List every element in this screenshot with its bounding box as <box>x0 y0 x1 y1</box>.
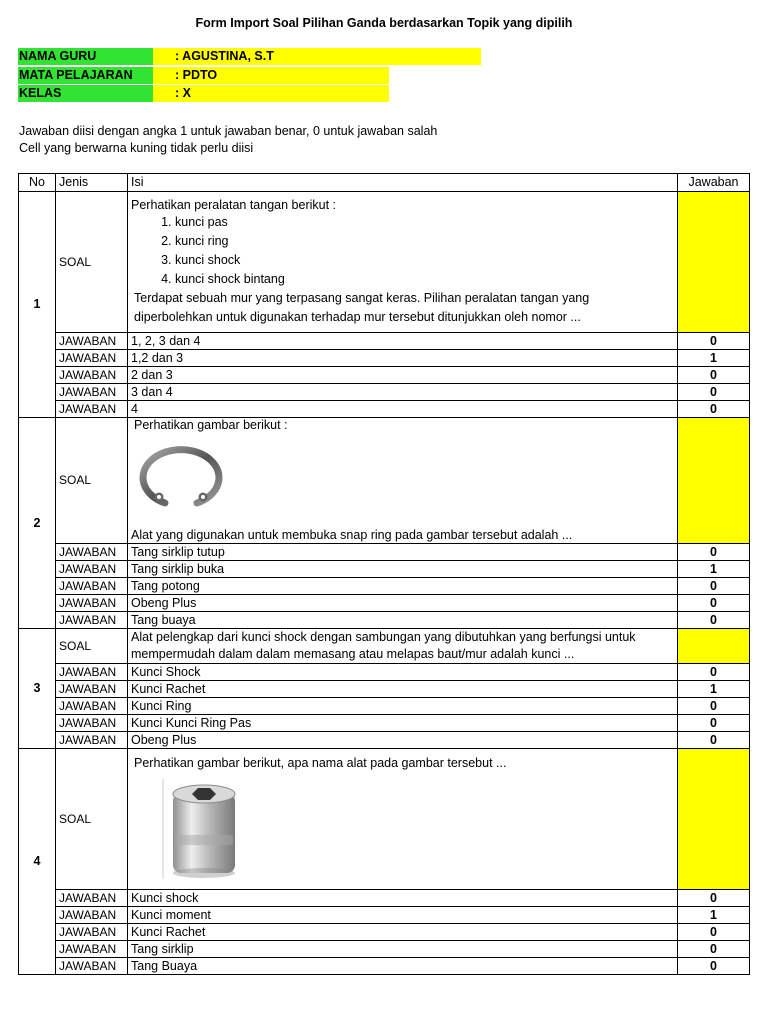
question-intro: Perhatikan peralatan tangan berikut : <box>131 197 336 212</box>
jawaban-label: JAWABAN <box>56 732 128 749</box>
answer-value[interactable]: 0 <box>678 941 750 958</box>
answer-value[interactable]: 0 <box>678 367 750 384</box>
answer-row <box>19 612 750 629</box>
soal-label: SOAL <box>56 418 128 544</box>
answer-value[interactable]: 0 <box>678 958 750 975</box>
answer-text[interactable]: Kunci moment <box>128 907 678 924</box>
jawaban-label: JAWABAN <box>56 924 128 941</box>
jawaban-label: JAWABAN <box>56 595 128 612</box>
question-row <box>19 629 750 664</box>
answer-cell-blank <box>678 418 750 544</box>
question-content[interactable] <box>128 192 678 333</box>
socket-image <box>131 771 674 883</box>
question-table <box>18 173 750 975</box>
answer-value[interactable]: 0 <box>678 333 750 350</box>
jawaban-label: JAWABAN <box>56 333 128 350</box>
answer-value[interactable]: 0 <box>678 664 750 681</box>
option-item: 3. kunci shock <box>175 251 674 270</box>
jawaban-label: JAWABAN <box>56 544 128 561</box>
answer-text[interactable]: 4 <box>128 401 678 418</box>
header-no: No <box>19 174 56 192</box>
answer-text[interactable]: Kunci Rachet <box>128 924 678 941</box>
soal-label: SOAL <box>56 749 128 890</box>
jawaban-label: JAWABAN <box>56 907 128 924</box>
answer-row <box>19 578 750 595</box>
answer-text[interactable]: 3 dan 4 <box>128 384 678 401</box>
option-list <box>131 213 674 289</box>
soal-label: SOAL <box>56 192 128 333</box>
answer-text[interactable]: Tang buaya <box>128 612 678 629</box>
answer-row <box>19 941 750 958</box>
answer-text[interactable]: Kunci shock <box>128 890 678 907</box>
answer-text[interactable]: Tang Buaya <box>128 958 678 975</box>
answer-row <box>19 958 750 975</box>
answer-text[interactable]: Kunci Shock <box>128 664 678 681</box>
kelas-value[interactable]: : X <box>153 85 389 102</box>
answer-value[interactable]: 0 <box>678 732 750 749</box>
answer-text[interactable]: Tang sirklip <box>128 941 678 958</box>
jawaban-label: JAWABAN <box>56 561 128 578</box>
header-jenis: Jenis <box>56 174 128 192</box>
answer-value[interactable]: 1 <box>678 681 750 698</box>
jawaban-label: JAWABAN <box>56 578 128 595</box>
answer-row <box>19 367 750 384</box>
answer-value[interactable]: 0 <box>678 595 750 612</box>
answer-row <box>19 350 750 367</box>
answer-text[interactable]: Kunci Ring <box>128 698 678 715</box>
answer-value[interactable]: 0 <box>678 890 750 907</box>
answer-row <box>19 401 750 418</box>
question-text: diperbolehkan untuk digunakan terhadap mur tersebut ditunjukkan oleh nomor ... <box>134 309 581 324</box>
answer-value[interactable]: 0 <box>678 544 750 561</box>
question-intro: Perhatikan gambar berikut : <box>134 418 288 432</box>
jawaban-label: JAWABAN <box>56 612 128 629</box>
answer-row <box>19 698 750 715</box>
question-text: Alat yang digunakan untuk membuka snap ring pada gambar tersebut adalah ... <box>131 528 573 542</box>
question-content[interactable] <box>128 629 678 664</box>
mapel-value[interactable]: : PDTO <box>153 67 389 84</box>
answer-text[interactable]: Kunci Rachet <box>128 681 678 698</box>
question-number: 1 <box>19 192 56 418</box>
answer-cell-blank <box>678 629 750 664</box>
option-item: 2. kunci ring <box>175 232 674 251</box>
question-intro: Perhatikan gambar berikut, apa nama alat pada gambar tersebut ... <box>134 755 507 770</box>
answer-value[interactable]: 1 <box>678 907 750 924</box>
answer-value[interactable]: 0 <box>678 698 750 715</box>
answer-row <box>19 907 750 924</box>
answer-text[interactable]: Kunci Kunci Ring Pas <box>128 715 678 732</box>
answer-row <box>19 890 750 907</box>
snap-ring-image <box>131 433 674 513</box>
question-content[interactable] <box>128 749 678 890</box>
jawaban-label: JAWABAN <box>56 715 128 732</box>
guru-value[interactable]: : AGUSTINA, S.T <box>153 48 481 65</box>
question-row <box>19 749 750 890</box>
question-content[interactable] <box>128 418 678 544</box>
answer-cell-blank <box>678 749 750 890</box>
question-row <box>19 192 750 333</box>
answer-text[interactable]: Tang sirklip buka <box>128 561 678 578</box>
jawaban-label: JAWABAN <box>56 401 128 418</box>
jawaban-label: JAWABAN <box>56 941 128 958</box>
answer-value[interactable]: 0 <box>678 401 750 418</box>
answer-value[interactable]: 0 <box>678 715 750 732</box>
answer-row <box>19 384 750 401</box>
header-jawaban: Jawaban <box>678 174 750 192</box>
answer-row <box>19 333 750 350</box>
header-isi: Isi <box>128 174 678 192</box>
answer-value[interactable]: 0 <box>678 578 750 595</box>
answer-value[interactable]: 1 <box>678 561 750 578</box>
answer-text[interactable]: 1, 2, 3 dan 4 <box>128 333 678 350</box>
answer-text[interactable]: Obeng Plus <box>128 595 678 612</box>
answer-text[interactable]: Tang potong <box>128 578 678 595</box>
answer-cell-blank <box>678 192 750 333</box>
jawaban-label: JAWABAN <box>56 681 128 698</box>
option-item: 4. kunci shock bintang <box>175 270 674 289</box>
answer-text[interactable]: Tang sirklip tutup <box>128 544 678 561</box>
kelas-label: KELAS <box>18 85 153 102</box>
answer-value[interactable]: 1 <box>678 350 750 367</box>
answer-text[interactable]: 2 dan 3 <box>128 367 678 384</box>
jawaban-label: JAWABAN <box>56 958 128 975</box>
instruction-line-2: Cell yang berwarna kuning tidak perlu diisi <box>19 141 254 155</box>
answer-row <box>19 681 750 698</box>
answer-value[interactable]: 0 <box>678 924 750 941</box>
answer-row <box>19 561 750 578</box>
question-number: 4 <box>19 749 56 975</box>
jawaban-label: JAWABAN <box>56 367 128 384</box>
answer-row <box>19 924 750 941</box>
question-text: mempermudah dalam dalam memasang atau melapas baut/mur adalah kunci ... <box>131 647 575 661</box>
answer-row <box>19 732 750 749</box>
jawaban-label: JAWABAN <box>56 664 128 681</box>
answer-text[interactable]: 1,2 dan 3 <box>128 350 678 367</box>
answer-text[interactable]: Obeng Plus <box>128 732 678 749</box>
page-title: Form Import Soal Pilihan Ganda berdasarkan Topik yang dipilih <box>195 16 573 30</box>
question-number: 2 <box>19 418 56 629</box>
answer-value[interactable]: 0 <box>678 384 750 401</box>
jawaban-label: JAWABAN <box>56 890 128 907</box>
question-row <box>19 418 750 544</box>
question-text: Alat pelengkap dari kunci shock dengan sambungan yang dibutuhkan yang berfungsi untuk <box>131 630 636 644</box>
answer-row <box>19 664 750 681</box>
soal-label: SOAL <box>56 629 128 664</box>
jawaban-label: JAWABAN <box>56 384 128 401</box>
jawaban-label: JAWABAN <box>56 698 128 715</box>
answer-value[interactable]: 0 <box>678 612 750 629</box>
answer-row <box>19 544 750 561</box>
question-text: Terdapat sebuah mur yang terpasang sangat keras. Pilihan peralatan tangan yang <box>134 290 590 305</box>
answer-row <box>19 715 750 732</box>
instruction-line-1: Jawaban diisi dengan angka 1 untuk jawaban benar, 0 untuk jawaban salah <box>19 124 438 138</box>
mapel-label: MATA PELAJARAN <box>18 67 153 84</box>
instructions <box>19 123 437 157</box>
answer-row <box>19 595 750 612</box>
option-item: 1. kunci pas <box>175 213 674 232</box>
guru-label: NAMA GURU <box>18 48 153 65</box>
question-number: 3 <box>19 629 56 749</box>
jawaban-label: JAWABAN <box>56 350 128 367</box>
header-row <box>19 174 750 192</box>
